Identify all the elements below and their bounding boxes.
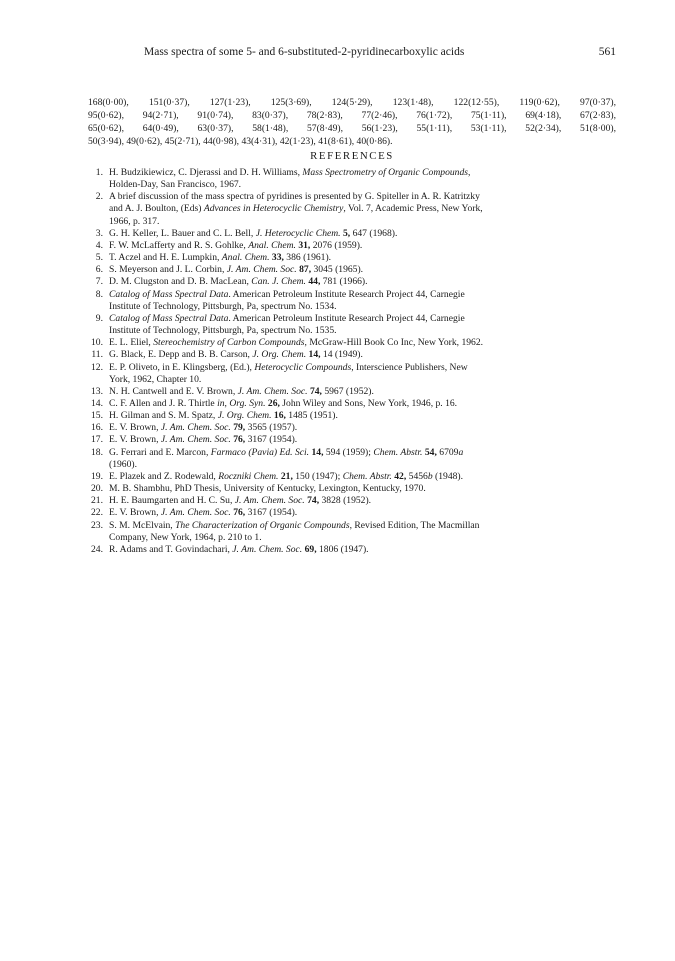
reference-text: S. M. McElvain, — [109, 519, 176, 531]
reference-text: R. Adams and T. Govindachari, — [109, 543, 233, 555]
reference-line — [109, 167, 616, 179]
reference-text: H. Gilman and S. M. Spatz, — [109, 410, 218, 422]
reference-italic-text: b — [427, 470, 433, 482]
reference-number: 9. — [95, 312, 103, 324]
reference-item — [88, 337, 616, 349]
reference-number: 8. — [95, 288, 103, 300]
reference-item — [88, 240, 616, 252]
reference-line — [109, 216, 616, 228]
reference-italic-text: Anal. Chem. — [221, 252, 270, 264]
reference-item — [88, 471, 616, 483]
reference-text: 3565 (1957). — [245, 422, 298, 434]
reference-volume: 42, — [394, 470, 407, 482]
reference-text: , McGraw-Hill Book Co Inc, New York, 1962. — [304, 337, 484, 349]
reference-number: 6. — [95, 264, 103, 276]
reference-number: 23. — [91, 519, 103, 531]
reference-italic-text: in — [217, 397, 225, 409]
reference-item — [88, 483, 616, 495]
reference-item — [88, 362, 616, 386]
reference-number: 24. — [91, 543, 103, 555]
reference-number: 13. — [91, 385, 103, 397]
reference-item — [88, 422, 616, 434]
peak-list-line: 95(0·62), 94(2·71), 91(0·74), 83(0·37), 78(2·83), 77(2·46), 76(1·72), 75(1·11), 69(4·18), 67(2·83), — [88, 110, 616, 122]
reference-italic-text: Can. J. Chem. — [251, 276, 306, 288]
reference-italic-text: Catalog of Mass Spectral Data — [109, 288, 229, 300]
reference-volume: 31, — [298, 239, 311, 251]
reference-text: H. Budzikiewicz, C. Djerassi and D. H. Williams, — [109, 167, 303, 178]
reference-text: and A. J. Boulton, (Eds) — [109, 203, 204, 215]
reference-volume: 87, — [299, 264, 312, 276]
running-title: Mass spectra of some 5- and 6-substituted-2-pyridinecarboxylic acids — [144, 46, 465, 58]
reference-line — [109, 398, 616, 410]
reference-number: 14. — [91, 397, 103, 409]
reference-volume: 44, — [308, 276, 321, 288]
reference-item — [88, 544, 616, 556]
reference-text: F. W. McLafferty and R. S. Gohlke, — [109, 239, 249, 251]
reference-text: T. Aczel and H. E. Lumpkin, — [109, 252, 222, 264]
reference-text: H. E. Baumgarten and H. C. Su, — [109, 495, 235, 507]
reference-italic-text: J. Org. Chem. — [217, 410, 272, 422]
reference-text: 150 (1947); — [292, 470, 343, 482]
peak-list-line: 65(0·62), 64(0·49), 63(0·37), 58(1·48), 57(8·49), 56(1·23), 55(1·11), 53(1·11), 52(2·34), 51(8·00), — [88, 123, 616, 135]
reference-item — [88, 252, 616, 264]
reference-italic-text: Org. Syn. — [229, 397, 266, 409]
mass-spectrum-peak-list — [88, 96, 616, 148]
reference-number: 4. — [95, 239, 103, 251]
reference-text: E. V. Brown, — [109, 507, 161, 519]
reference-item — [88, 289, 616, 313]
reference-italic-text: The Characterization of Organic Compounds — [175, 519, 350, 531]
reference-volume: 26, — [267, 397, 280, 409]
reference-line — [109, 483, 616, 495]
reference-text: 781 (1966). — [320, 276, 368, 288]
reference-line — [109, 520, 616, 532]
reference-text: 6709 — [436, 446, 459, 458]
reference-number: 3. — [95, 227, 103, 239]
reference-text: 5967 (1952). — [321, 385, 374, 397]
peak-list-line: 50(3·94), 49(0·62), 45(2·71), 44(0·98), 43(4·31), 42(1·23), 41(8·61), 40(0·86). — [88, 136, 393, 148]
reference-line — [109, 459, 616, 471]
reference-text: (1960). — [109, 458, 137, 470]
reference-line — [109, 264, 616, 276]
reference-text: C. F. Allen and J. R. Thirtle — [109, 397, 218, 409]
reference-volume: 76, — [233, 507, 246, 519]
reference-volume: 74, — [309, 385, 322, 397]
reference-line — [109, 507, 616, 519]
reference-volume: 76, — [233, 434, 246, 446]
reference-volume: 14, — [311, 446, 324, 458]
reference-item — [88, 228, 616, 240]
reference-italic-text: a — [458, 446, 464, 458]
reference-italic-text: J. Org. Chem. — [252, 349, 307, 361]
reference-item — [88, 398, 616, 410]
reference-text: G. Ferrari and E. Marcon, — [109, 446, 211, 458]
reference-text: 1485 (1951). — [285, 410, 338, 422]
reference-line — [109, 471, 616, 483]
reference-number: 2. — [95, 191, 103, 203]
reference-volume: 14, — [308, 349, 321, 361]
reference-volume: 21, — [280, 470, 293, 482]
reference-number: 17. — [91, 434, 103, 446]
reference-number: 5. — [95, 252, 103, 264]
reference-line — [109, 313, 616, 325]
page-number: 561 — [598, 46, 616, 58]
reference-number: 10. — [91, 337, 103, 349]
reference-item — [88, 349, 616, 361]
reference-italic-text: J. Am. Chem. Soc. — [232, 543, 303, 555]
reference-text: 386 (1961). — [283, 252, 332, 264]
reference-item — [88, 386, 616, 398]
reference-number: 15. — [91, 410, 103, 422]
reference-text: 647 (1968). — [350, 227, 398, 239]
reference-item — [88, 276, 616, 288]
reference-line — [109, 337, 616, 349]
reference-italic-text: J. Am. Chem. Soc. — [234, 495, 305, 507]
reference-text: G. Black, E. Depp and B. B. Carson, — [109, 349, 253, 361]
reference-text: N. H. Cantwell and E. V. Brown, — [109, 385, 238, 397]
reference-text: . American Petroleum Institute Research Project 44, Carnegie — [228, 312, 465, 324]
reference-italic-text: Heterocyclic Compounds — [254, 361, 352, 373]
references-heading: REFERENCES — [310, 150, 394, 162]
reference-text: 1966, p. 317. — [109, 215, 160, 227]
reference-italic-text: J. Am. Chem. Soc. — [160, 507, 231, 519]
reference-number: 21. — [91, 495, 103, 507]
reference-item — [88, 191, 616, 227]
reference-line — [109, 252, 616, 264]
reference-number: 12. — [91, 361, 103, 373]
reference-line — [109, 191, 616, 203]
reference-line — [109, 301, 616, 313]
reference-italic-text: Catalog of Mass Spectral Data — [109, 312, 229, 324]
reference-text: Company, New York, 1964, p. 210 to 1. — [109, 531, 262, 543]
reference-line — [109, 447, 616, 459]
reference-text: 3167 (1954). — [245, 434, 298, 446]
reference-number: 19. — [91, 470, 103, 482]
reference-italic-text: Roczniki Chem. — [218, 470, 279, 482]
reference-line — [109, 532, 616, 544]
reference-italic-text: J. Heterocyclic Chem. — [255, 227, 341, 239]
reference-line — [109, 410, 616, 422]
reference-volume: 54, — [424, 446, 437, 458]
reference-volume: 69, — [304, 543, 317, 555]
reference-text: 2076 (1959). — [310, 239, 363, 251]
reference-item — [88, 495, 616, 507]
reference-italic-text: Anal. Chem. — [248, 239, 296, 251]
reference-text: A brief discussion of the mass spectra of pyridines is presented by G. Spiteller in A. R. Katritzky — [109, 191, 480, 203]
reference-italic-text: J. Am. Chem. Soc. — [237, 385, 308, 397]
reference-volume: 79, — [233, 422, 246, 434]
reference-item — [88, 447, 616, 471]
reference-line — [109, 203, 616, 215]
reference-number: 1. — [95, 167, 103, 178]
reference-list — [88, 167, 616, 556]
reference-item — [88, 410, 616, 422]
reference-italic-text: Advances in Heterocyclic Chemistry — [203, 203, 344, 215]
reference-text: 14 (1949). — [320, 349, 363, 361]
reference-number: 20. — [91, 483, 103, 495]
reference-line — [109, 289, 616, 301]
reference-italic-text: Mass Spectrometry of Organic Compounds — [302, 167, 468, 178]
reference-number: 22. — [91, 507, 103, 519]
reference-text: , Vol. 7, Academic Press, New York, — [343, 203, 483, 215]
reference-line — [109, 386, 616, 398]
peak-list-line: 168(0·00), 151(0·37), 127(1·23), 125(3·69), 124(5·29), 123(1·48), 122(12·55), 119(0·62), 97(0·37), — [88, 97, 616, 108]
reference-italic-text: Farmaco (Pavia) Ed. Sci. — [210, 446, 310, 458]
reference-italic-text: J. Am. Chem. Soc. — [226, 264, 297, 276]
reference-number: 7. — [95, 276, 103, 288]
reference-number: 16. — [91, 422, 103, 434]
reference-text: E. V. Brown, — [109, 434, 161, 446]
reference-italic-text: J. Am. Chem. Soc. — [160, 422, 231, 434]
reference-line — [109, 179, 616, 191]
reference-item — [88, 313, 616, 337]
running-header — [88, 44, 616, 60]
reference-line — [109, 495, 616, 507]
reference-line — [109, 228, 616, 240]
reference-text: E. V. Brown, — [109, 422, 161, 434]
reference-text: , — [224, 397, 230, 409]
reference-text: 1806 (1947). — [316, 543, 369, 555]
reference-text: E. P. Oliveto, in E. Klingsberg, (Ed.), — [109, 361, 255, 373]
reference-text: 3045 (1965). — [311, 264, 364, 276]
reference-text: G. H. Keller, L. Bauer and C. L. Bell, — [109, 227, 256, 239]
reference-text: M. B. Shambhu, PhD Thesis, University of Kentucky, Lexington, Kentucky, 1970. — [109, 483, 426, 495]
reference-text: S. Meyerson and J. L. Corbin, — [109, 264, 227, 276]
reference-text: D. M. Clugston and D. B. MacLean, — [109, 276, 252, 288]
reference-line — [109, 349, 616, 361]
reference-line — [109, 374, 616, 386]
reference-number: 11. — [91, 349, 103, 361]
reference-line — [109, 240, 616, 252]
reference-text: Institute of Technology, Pittsburgh, Pa, spectrum No. 1535. — [109, 325, 337, 337]
reference-item — [88, 264, 616, 276]
reference-line — [109, 544, 616, 556]
reference-text: (1948). — [432, 470, 464, 482]
reference-item — [88, 434, 616, 446]
reference-text: 5456 — [406, 470, 428, 482]
reference-text: 3828 (1952). — [319, 495, 372, 507]
reference-text: John Wiley and Sons, New York, 1946, p. 16. — [279, 397, 458, 409]
reference-volume: 33, — [271, 252, 284, 264]
reference-text: . American Petroleum Institute Research Project 44, Carnegie — [228, 288, 465, 300]
reference-number: 18. — [91, 446, 103, 458]
reference-item — [88, 507, 616, 519]
reference-line — [109, 276, 616, 288]
reference-text: York, 1962, Chapter 10. — [109, 373, 202, 385]
reference-text: Institute of Technology, Pittsburgh, Pa, spectrum No. 1534. — [109, 300, 337, 312]
reference-volume: 16, — [273, 410, 286, 422]
reference-line — [109, 434, 616, 446]
reference-italic-text: J. Am. Chem. Soc. — [160, 434, 231, 446]
reference-line — [109, 422, 616, 434]
reference-italic-text: Chem. Abstr. — [373, 446, 423, 458]
reference-line — [109, 325, 616, 337]
reference-volume: 74, — [307, 495, 320, 507]
reference-volume: 5, — [342, 227, 351, 239]
reference-text: 3167 (1954). — [245, 507, 298, 519]
reference-text: 594 (1959); — [323, 446, 374, 458]
reference-text: , Revised Edition, The Macmillan — [349, 519, 480, 531]
reference-item — [88, 520, 616, 544]
reference-text: E. L. Eliel, — [109, 337, 154, 349]
reference-italic-text: Chem. Abstr. — [342, 470, 392, 482]
reference-item — [88, 167, 616, 191]
reference-italic-text: Stereochemistry of Carbon Compounds — [153, 337, 305, 349]
reference-line — [109, 362, 616, 374]
reference-text: , Interscience Publishers, New — [351, 361, 468, 373]
reference-text: Holden-Day, San Francisco, 1967. — [109, 179, 242, 191]
reference-text: E. Plazek and Z. Rodewald, — [109, 470, 219, 482]
reference-text: , — [468, 167, 471, 178]
